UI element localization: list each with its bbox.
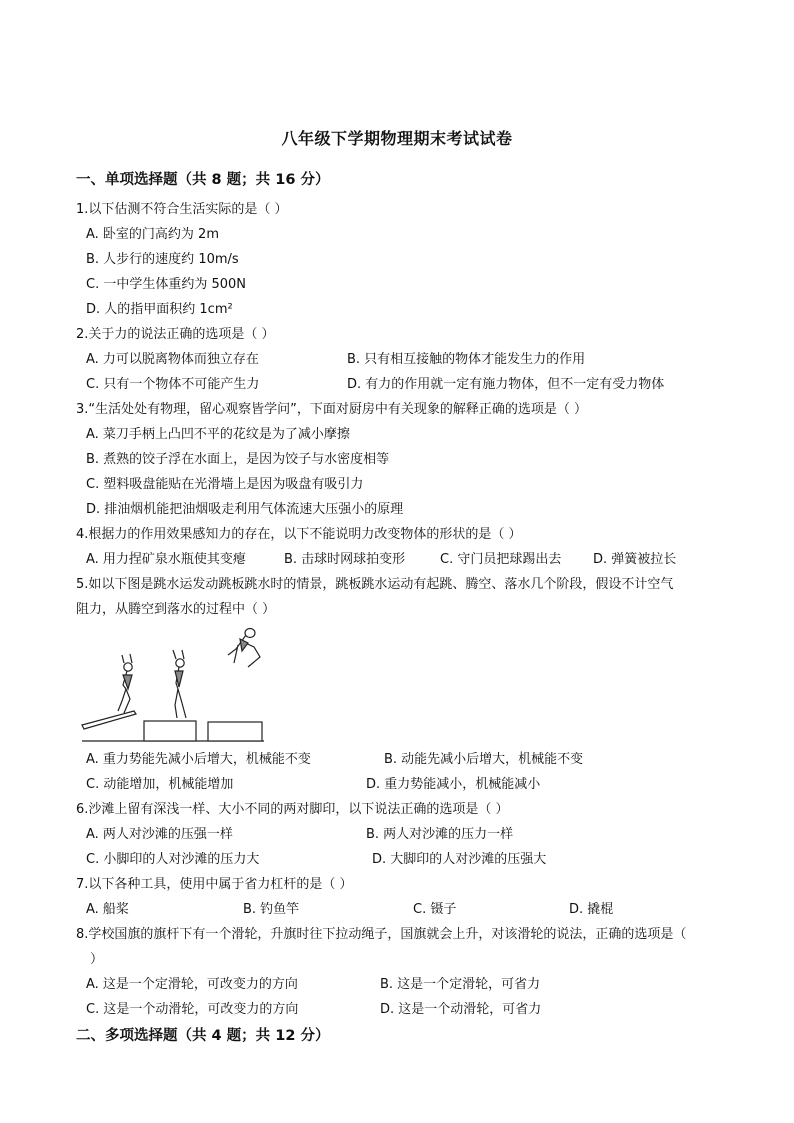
question-5-option-c: C. 动能增加，机械能增加 (86, 777, 234, 792)
question-1-option-d: D. 人的指甲面积约 1cm² (86, 302, 233, 317)
question-2-option-a: A. 力可以脱离物体而独立存在 (86, 352, 259, 367)
question-7-stem: 7.以下各种工具，使用中属于省力杠杆的是（ ） (76, 877, 353, 892)
question-1-option-c: C. 一中学生体重约为 500N (86, 277, 247, 292)
question-3-option-d: D. 排油烟机能把油烟吸走利用气体流速大压强小的原理 (86, 502, 404, 517)
question-4-option-a: A. 用力捏矿泉水瓶使其变瘪 (86, 552, 246, 567)
question-8-stem-line-2: ） (90, 952, 104, 967)
question-1-option-b: B. 人步行的速度约 10m/s (86, 252, 239, 267)
question-4-option-d: D. 弹簧被拉长 (593, 552, 677, 567)
question-6-option-b: B. 两人对沙滩的压力一样 (366, 827, 514, 842)
question-8-option-a: A. 这是一个定滑轮，可改变力的方向 (86, 977, 298, 992)
diving-figure (78, 623, 268, 745)
question-5-option-a: A. 重力势能先减小后增大，机械能不变 (86, 752, 311, 767)
question-4-option-c: C. 守门员把球踢出去 (440, 552, 562, 567)
question-5-stem-line-1: 5.如以下图是跳水运发动跳板跳水时的情景，跳板跳水运动有起跳、腾空、落水几个阶段，假设不计空气 (76, 577, 674, 592)
question-4-option-b: B. 击球时网球拍变形 (284, 552, 406, 567)
question-2-option-c: C. 只有一个物体不可能产生力 (86, 377, 260, 392)
question-6-option-d: D. 大脚印的人对沙滩的压强大 (372, 852, 547, 867)
question-6-option-a: A. 两人对沙滩的压强一样 (86, 827, 233, 842)
question-2-option-d: D. 有力的作用就一定有施力物体，但不一定有受力物体 (347, 377, 665, 392)
question-6-option-c: C. 小脚印的人对沙滩的压力大 (86, 852, 260, 867)
question-3-option-a: A. 菜刀手柄上凸凹不平的花纹是为了减小摩擦 (86, 427, 350, 442)
question-5-stem-line-2: 阻力，从腾空到落水的过程中（ ） (76, 602, 276, 617)
question-1-stem: 1.以下估测不符合生活实际的是（ ） (76, 202, 288, 217)
question-8-option-c: C. 这是一个动滑轮，可改变力的方向 (86, 1002, 299, 1017)
section-heading-multiple-choice: 二、多项选择题（共 4 题；共 12 分） (76, 1028, 330, 1044)
question-3-stem: 3.“生活处处有物理，留心观察皆学问”，下面对厨房中有关现象的解释正确的选项是（ ） (76, 402, 588, 417)
question-1-option-a: A. 卧室的门高约为 2m (86, 227, 219, 242)
question-5-option-b: B. 动能先减小后增大，机械能不变 (384, 752, 584, 767)
question-4-stem: 4.根据力的作用效果感知力的存在，以下不能说明力改变物体的形状的是（ ） (76, 527, 522, 542)
question-8-stem-line-1: 8.学校国旗的旗杆下有一个滑轮，升旗时往下拉动绳子，国旗就会上升，对该滑轮的说法，正确的选项是（ (76, 927, 687, 942)
question-6-stem: 6.沙滩上留有深浅一样、大小不同的两对脚印，以下说法正确的选项是（ ） (76, 802, 509, 817)
question-3-option-b: B. 煮熟的饺子浮在水面上，是因为饺子与水密度相等 (86, 452, 390, 467)
question-7-option-a: A. 船桨 (86, 902, 129, 917)
question-7-option-d: D. 撬棍 (569, 902, 614, 917)
question-7-option-b: B. 钓鱼竿 (243, 902, 300, 917)
question-8-option-d: D. 这是一个动滑轮，可省力 (380, 1002, 542, 1017)
question-2-stem: 2.关于力的说法正确的选项是（ ） (76, 327, 275, 342)
page-title: 八年级下学期物理期末考试试卷 (281, 129, 513, 148)
question-7-option-c: C. 镊子 (413, 902, 457, 917)
question-5-option-d: D. 重力势能减小，机械能减小 (366, 777, 541, 792)
section-heading-single-choice: 一、单项选择题（共 8 题；共 16 分） (76, 172, 330, 188)
question-8-option-b: B. 这是一个定滑轮，可省力 (380, 977, 541, 992)
question-2-option-b: B. 只有相互接触的物体才能发生力的作用 (347, 352, 586, 367)
question-3-option-c: C. 塑料吸盘能贴在光滑墙上是因为吸盘有吸引力 (86, 477, 364, 492)
